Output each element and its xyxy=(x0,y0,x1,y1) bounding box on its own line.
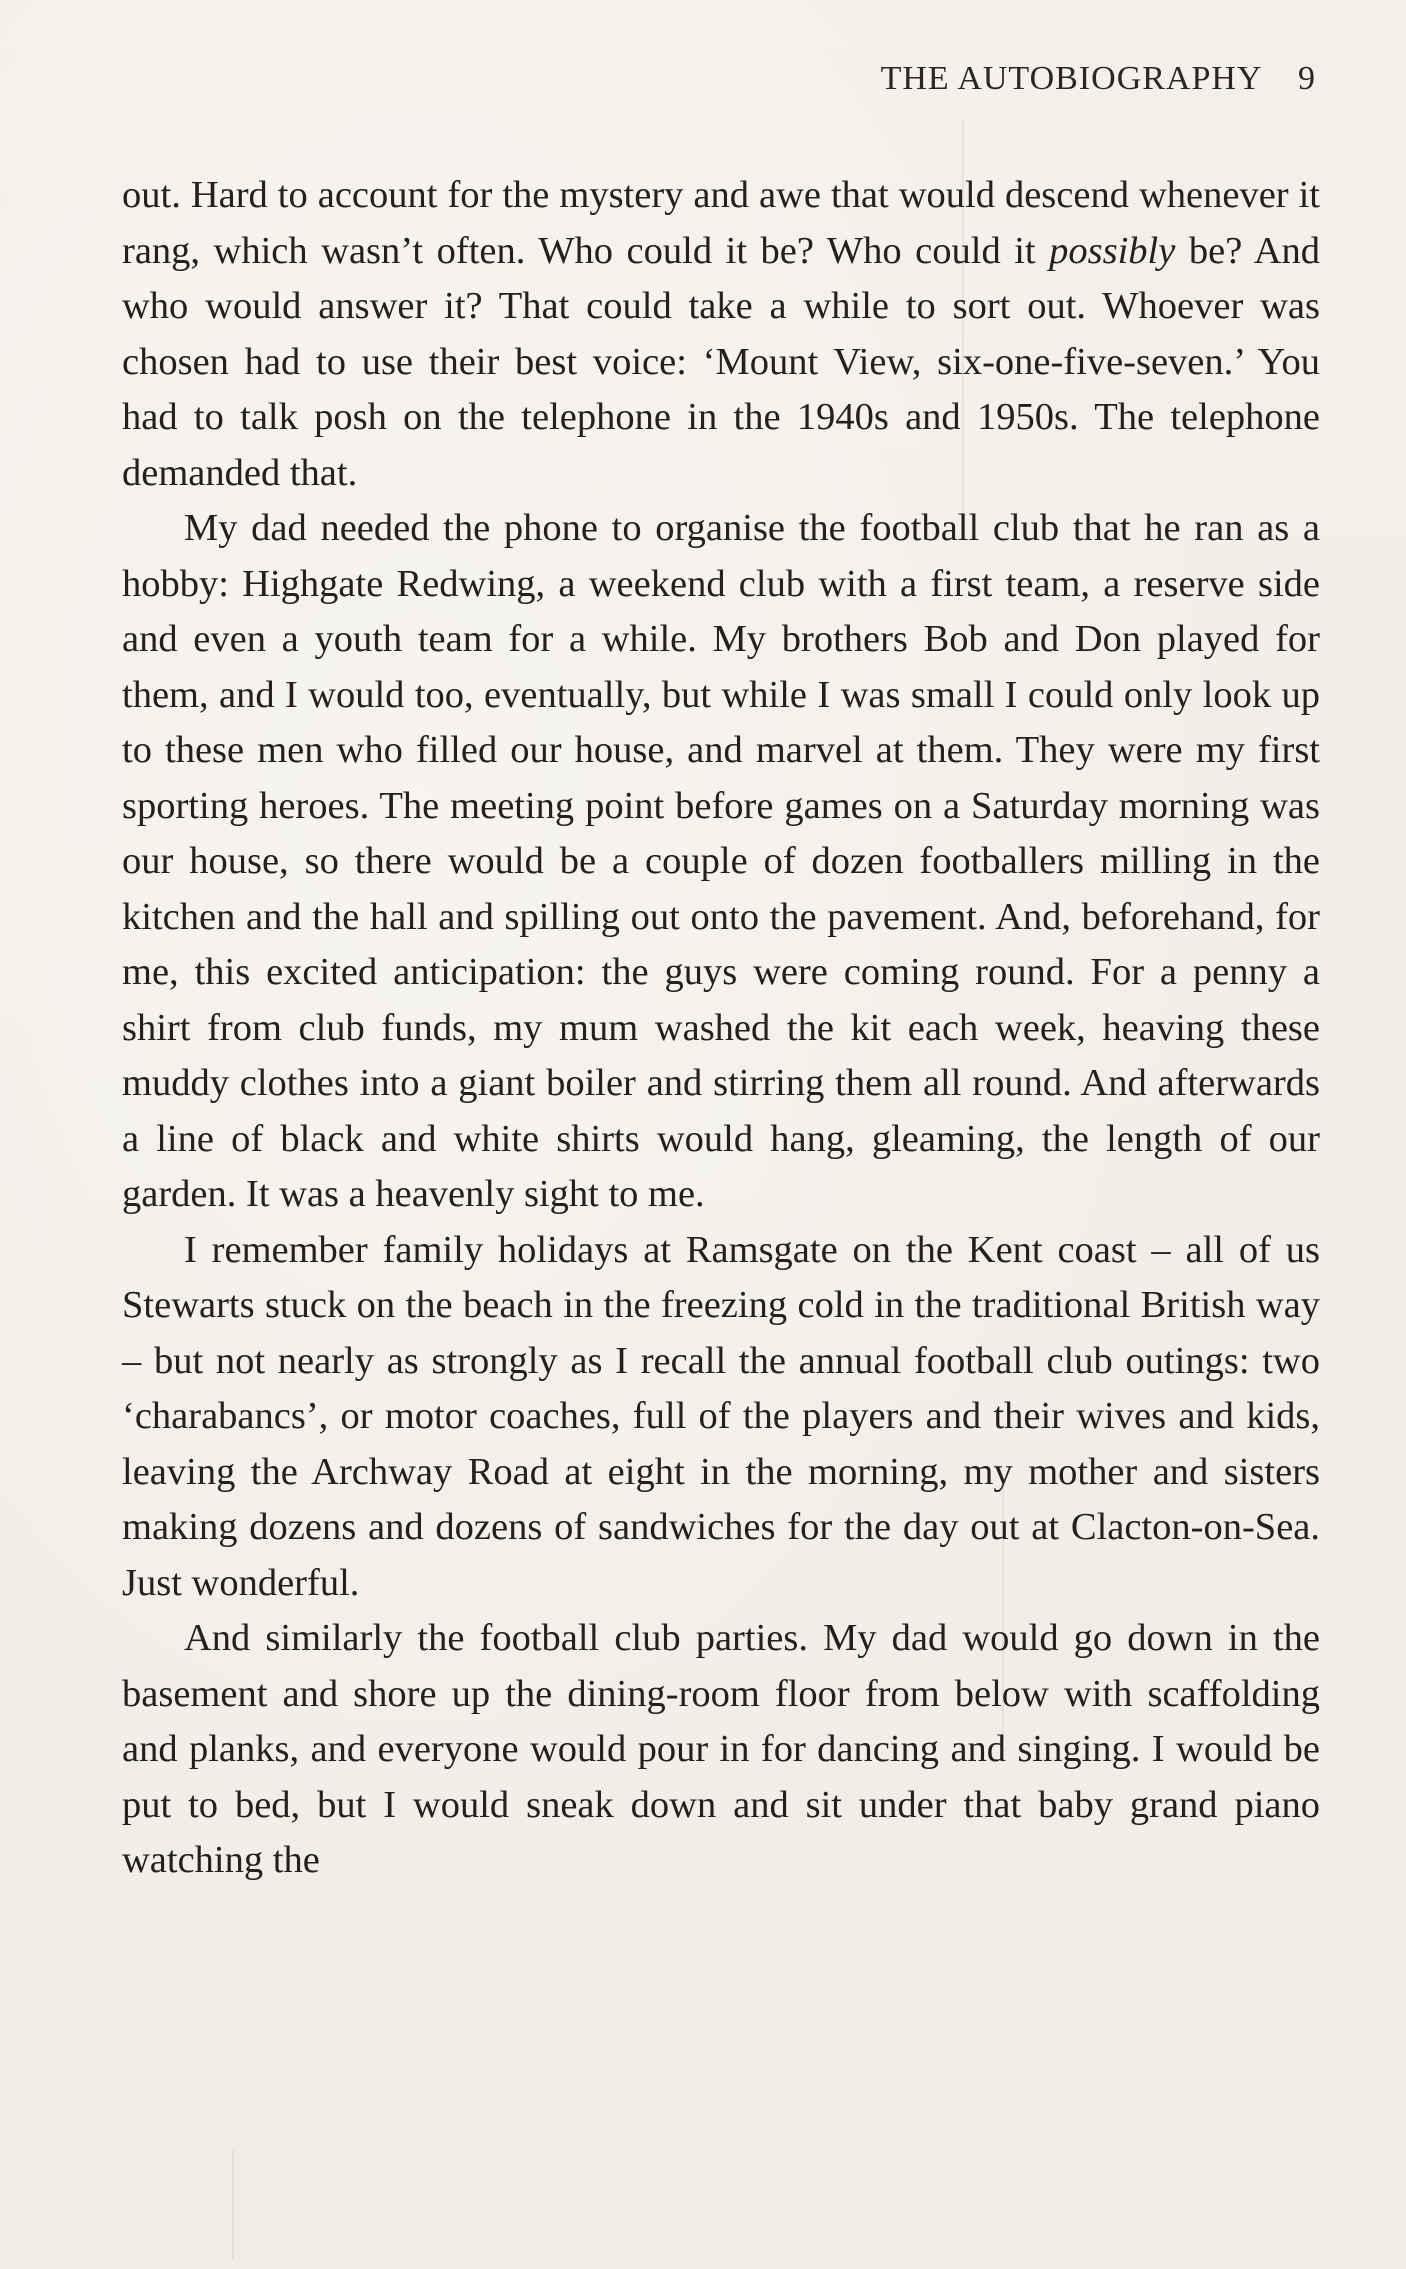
emphasized-word: possibly xyxy=(1049,229,1176,272)
paragraph: My dad needed the phone to organise the football club that he ran as a hobby: Highgate Redwing, a weekend club with a first team, a reserve side and even a youth team for a while. My brothers Bob and Don played for them, and I would too, eventually, but while I was small I could only look up to these men who filled our house, and marvel at them. They were my first sporting heroes. The meeting point before games on a Saturday morning was our house, so there would be a couple of dozen footballers milling in the kitchen and the hall and spilling out onto the pavement. And, beforehand, for me, this excited anticipation: the guys were coming round. For a penny a shirt from club funds, my mum washed the kit each week, heaving these muddy clothes into a giant boiler and stirring them all round. And afterwards a line of black and white shirts would hang, gleaming, the length of our garden. It was a heavenly sight to me. xyxy=(122,507,1320,1215)
paragraph xyxy=(122,168,1320,501)
show-through-mark xyxy=(232,2150,234,2260)
body-text xyxy=(122,168,1320,1889)
page-number: 9 xyxy=(1298,60,1316,97)
running-head xyxy=(881,60,1316,98)
paragraph-text: be? And who would answer it? That could take a while to sort out. Whoever was chosen had to use their best voice: ‘Mount View, six-one-five-seven.’ You had to talk posh on the telephone in the 1940s and 1950s. The telephone demanded that. xyxy=(122,229,1320,494)
paragraph-text: out. Hard to account for the mystery and awe that would descend whenever it rang, which wasn’t often. Who could it be? Who could it xyxy=(122,174,1320,272)
book-title: THE AUTOBIOGRAPHY xyxy=(880,60,1263,97)
paragraph: And similarly the football club parties. My dad would go down in the basement and shore up the dining-room floor from below with scaffolding and planks, and everyone would pour in for dancing and singing. I would be put to bed, but I would sneak down and sit under that baby grand piano watching the xyxy=(122,1617,1320,1881)
paragraph: I remember family holidays at Ramsgate on the Kent coast – all of us Stewarts stuck on the beach in the freezing cold in the traditional British way – but not nearly as strongly as I recall the annual football club outings: two ‘charabancs’, or motor coaches, full of the players and their wives and kids, leaving the Archway Road at eight in the morning, my mother and sisters making dozens and dozens of sandwiches for the day out at Clacton-on-Sea. Just wonderful. xyxy=(122,1228,1320,1604)
